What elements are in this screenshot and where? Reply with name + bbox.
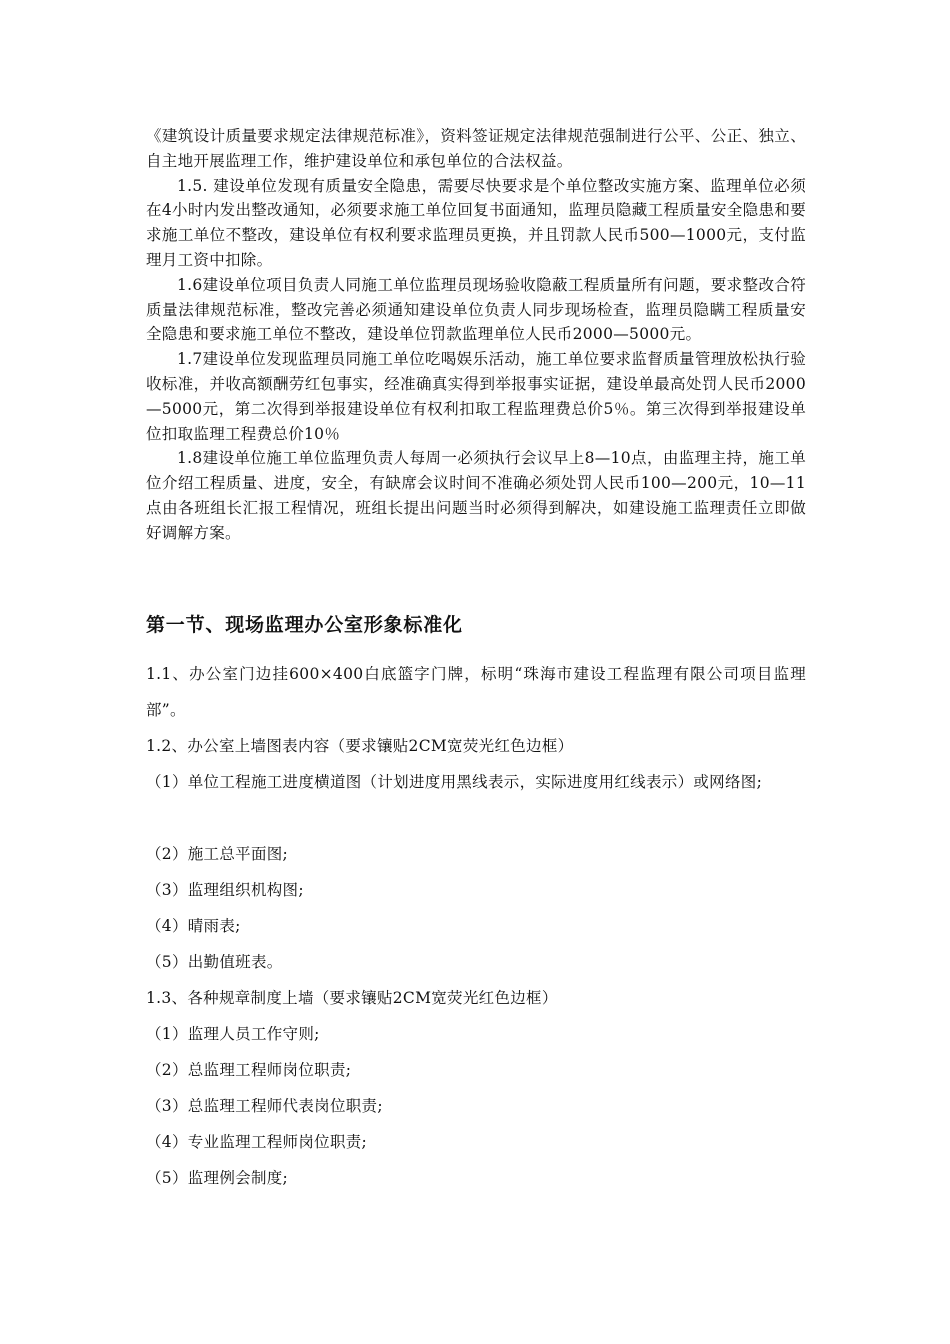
list-item: （2）施工总平面图;: [146, 845, 289, 863]
body-paragraphs: [146, 124, 806, 546]
list-item: （5）监理例会制度;: [146, 1169, 289, 1187]
paragraph-1-5: 1.5. 建设单位发现有质量安全隐患，需要尽快要求是个单位整改实施方案、监理单位必须在4小时内发出整改通知，必须要求施工单位回复书面通知，监理员隐藏工程质量安全隐患和要求施工单位不整改，建设单位有权利要求监理员更换，并且罚款人民币500—1000元，支付监理月工资中扣除。: [146, 176, 806, 269]
list-item: （3）监理组织机构图;: [146, 881, 304, 899]
list-item: （1）单位工程施工进度横道图（计划进度用黑线表示，实际进度用红线表示）或网络图;: [146, 773, 763, 791]
list-item: （5）出勤值班表。: [146, 953, 283, 971]
list-item: （2）总监理工程师岗位职责;: [146, 1061, 352, 1079]
paragraph-1-8: 1.8建设单位施工单位监理负责人每周一必须执行会议早上8—10点，由监理主持，施工单位介绍工程质量、进度，安全，有缺席会议时间不准确必须处罚人民币100—200元，10—11点由各班组长汇报工程情况，班组长提出问题当时必须得到解决，如建设施工监理责任立即做好调解方案。: [146, 449, 806, 542]
section-list: [146, 656, 806, 1196]
paragraph-1-7: 1.7建设单位发现监理员同施工单位吃喝娱乐活动，施工单位要求监督质量管理放松执行验收标准，并收高额酬劳红包事实，经准确真实得到举报事实证据，建设单最高处罚人民币2000—5000元，第二次得到举报建设单位有权利扣取工程监理费总价5％。第三次得到举报建设单位扣取监理工程费总价10％: [146, 350, 806, 443]
paragraph-1-6: 1.6建设单位项目负责人同施工单位监理员现场验收隐蔽工程质量所有问题，要求整改合符质量法律规范标准，整改完善必须通知建设单位负责人同步现场检查，监理员隐瞒工程质量安全隐患和要求施工单位不整改，建设单位罚款监理单位人民币2000—5000元。: [146, 275, 806, 344]
list-item: 1.3、各种规章制度上墙（要求镶贴2CM宽荧光红色边框）: [146, 989, 558, 1007]
list-item: （4）专业监理工程师岗位职责;: [146, 1133, 368, 1151]
list-item: 1.1、办公室门边挂600×400白底篮字门牌，标明“珠海市建设工程监理有限公司项目监理部”。: [146, 665, 806, 719]
list-item: （4）晴雨表;: [146, 917, 241, 935]
list-item: （1）监理人员工作守则;: [146, 1025, 320, 1043]
paragraph-continuation: 《建筑设计质量要求规定法律规范标准》，资料签证规定法律规范强制进行公平、公正、独立、自主地开展监理工作，维护建设单位和承包单位的合法权益。: [146, 127, 806, 170]
list-item: （3）总监理工程师代表岗位职责;: [146, 1097, 383, 1115]
list-item: 1.2、办公室上墙图表内容（要求镶贴2CM宽荧光红色边框）: [146, 737, 574, 755]
section-heading: 第一节、现场监理办公室形象标准化: [146, 614, 463, 636]
